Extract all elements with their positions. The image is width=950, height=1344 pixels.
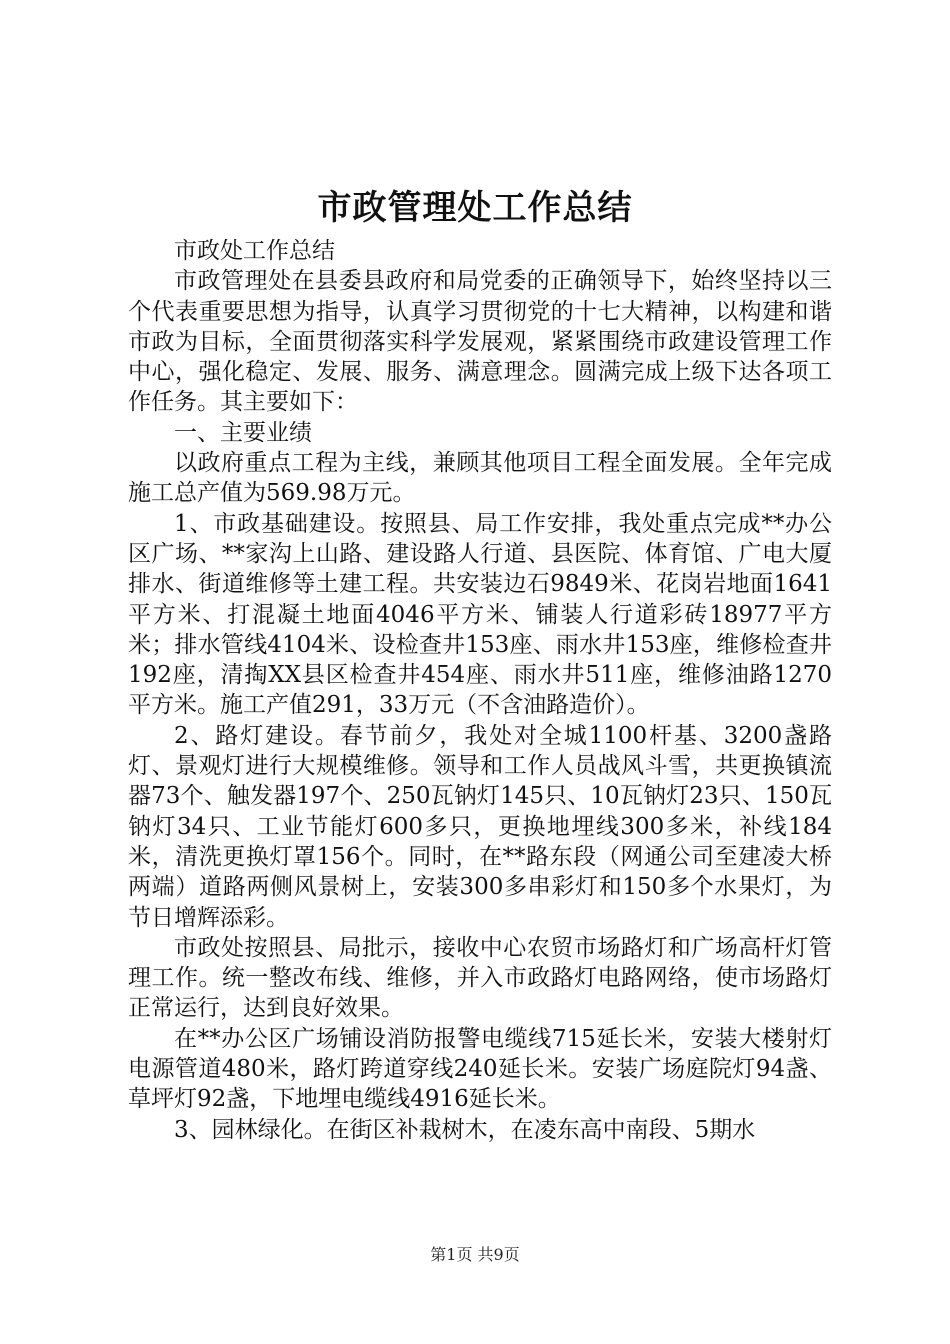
paragraph: 市政管理处在县委县政府和局党委的正确领导下，始终坚持以三个代表重要思想为指导，认真学习贯彻党的十七大精神，以构建和谐市政为目标，全面贯彻落实科学发展观，紧紧围绕市政建设管理工作中心，强化稳定、发展、服务、满意理念。圆满完成上级下达各项工作任务。其主要如下：	[128, 268, 832, 416]
paragraph: 以政府重点工程为主线，兼顾其他项目工程全面发展。全年完成施工总产值为569.98万元。	[128, 450, 832, 507]
paragraph: 3、园林绿化。在街区补栽树木，在凌东高中南段、5期水	[174, 1116, 756, 1143]
paragraph: 市政处按照县、局批示，接收中心农贸市场路灯和广场高杆灯管理工作。统一整改布线、维修，并入市政路灯电路网络，使市场路灯正常运行，达到良好效果。	[128, 934, 832, 1022]
paragraph: 在**办公区广场铺设消防报警电缆线715延长米，安装大楼射灯电源管道480米，路灯跨道穿线240延长米。安装广场庭院灯94盏、草坪灯92盏，下地埋电缆线4916延长米。	[128, 1025, 832, 1113]
document-body	[128, 236, 832, 1145]
paragraph: 市政处工作总结	[174, 238, 335, 264]
page-footer: 第1页 共9页	[430, 1245, 520, 1264]
document-title: 市政管理处工作总结	[317, 188, 633, 228]
section-heading: 一、主要业绩	[174, 419, 312, 446]
paragraph: 2、路灯建设。春节前夕，我处对全城1100杆基、3200盏路灯、景观灯进行大规模维修。领导和工作人员战风斗雪，共更换镇流器73个、触发器197个、250瓦钠灯145只、10瓦钠灯23只、150瓦钠灯34只、工业节能灯600多只，更换地埋线300多米，补线184米，清洗更换灯罩156个。同时，在**路东段（网通公司至建凌大桥两端）道路两侧风景树上，安装300多串彩灯和150多个水果灯，为节日增辉添彩。	[128, 722, 832, 931]
paragraph: 1、市政基础建设。按照县、局工作安排，我处重点完成**办公区广场、**家沟上山路、建设路人行道、县医院、体育馆、广电大厦排水、街道维修等土建工程。共安装边石9849米、花岗岩地面1641平方米、打混凝土地面4046平方米、铺装人行道彩砖18977平方米；排水管线4104米、设检查井153座、雨水井153座，维修检查井192座，清掏XX县区检查井454座、雨水井511座，维修油路1270平方米。施工产值291，33万元（不含油路造价）。	[128, 510, 832, 719]
